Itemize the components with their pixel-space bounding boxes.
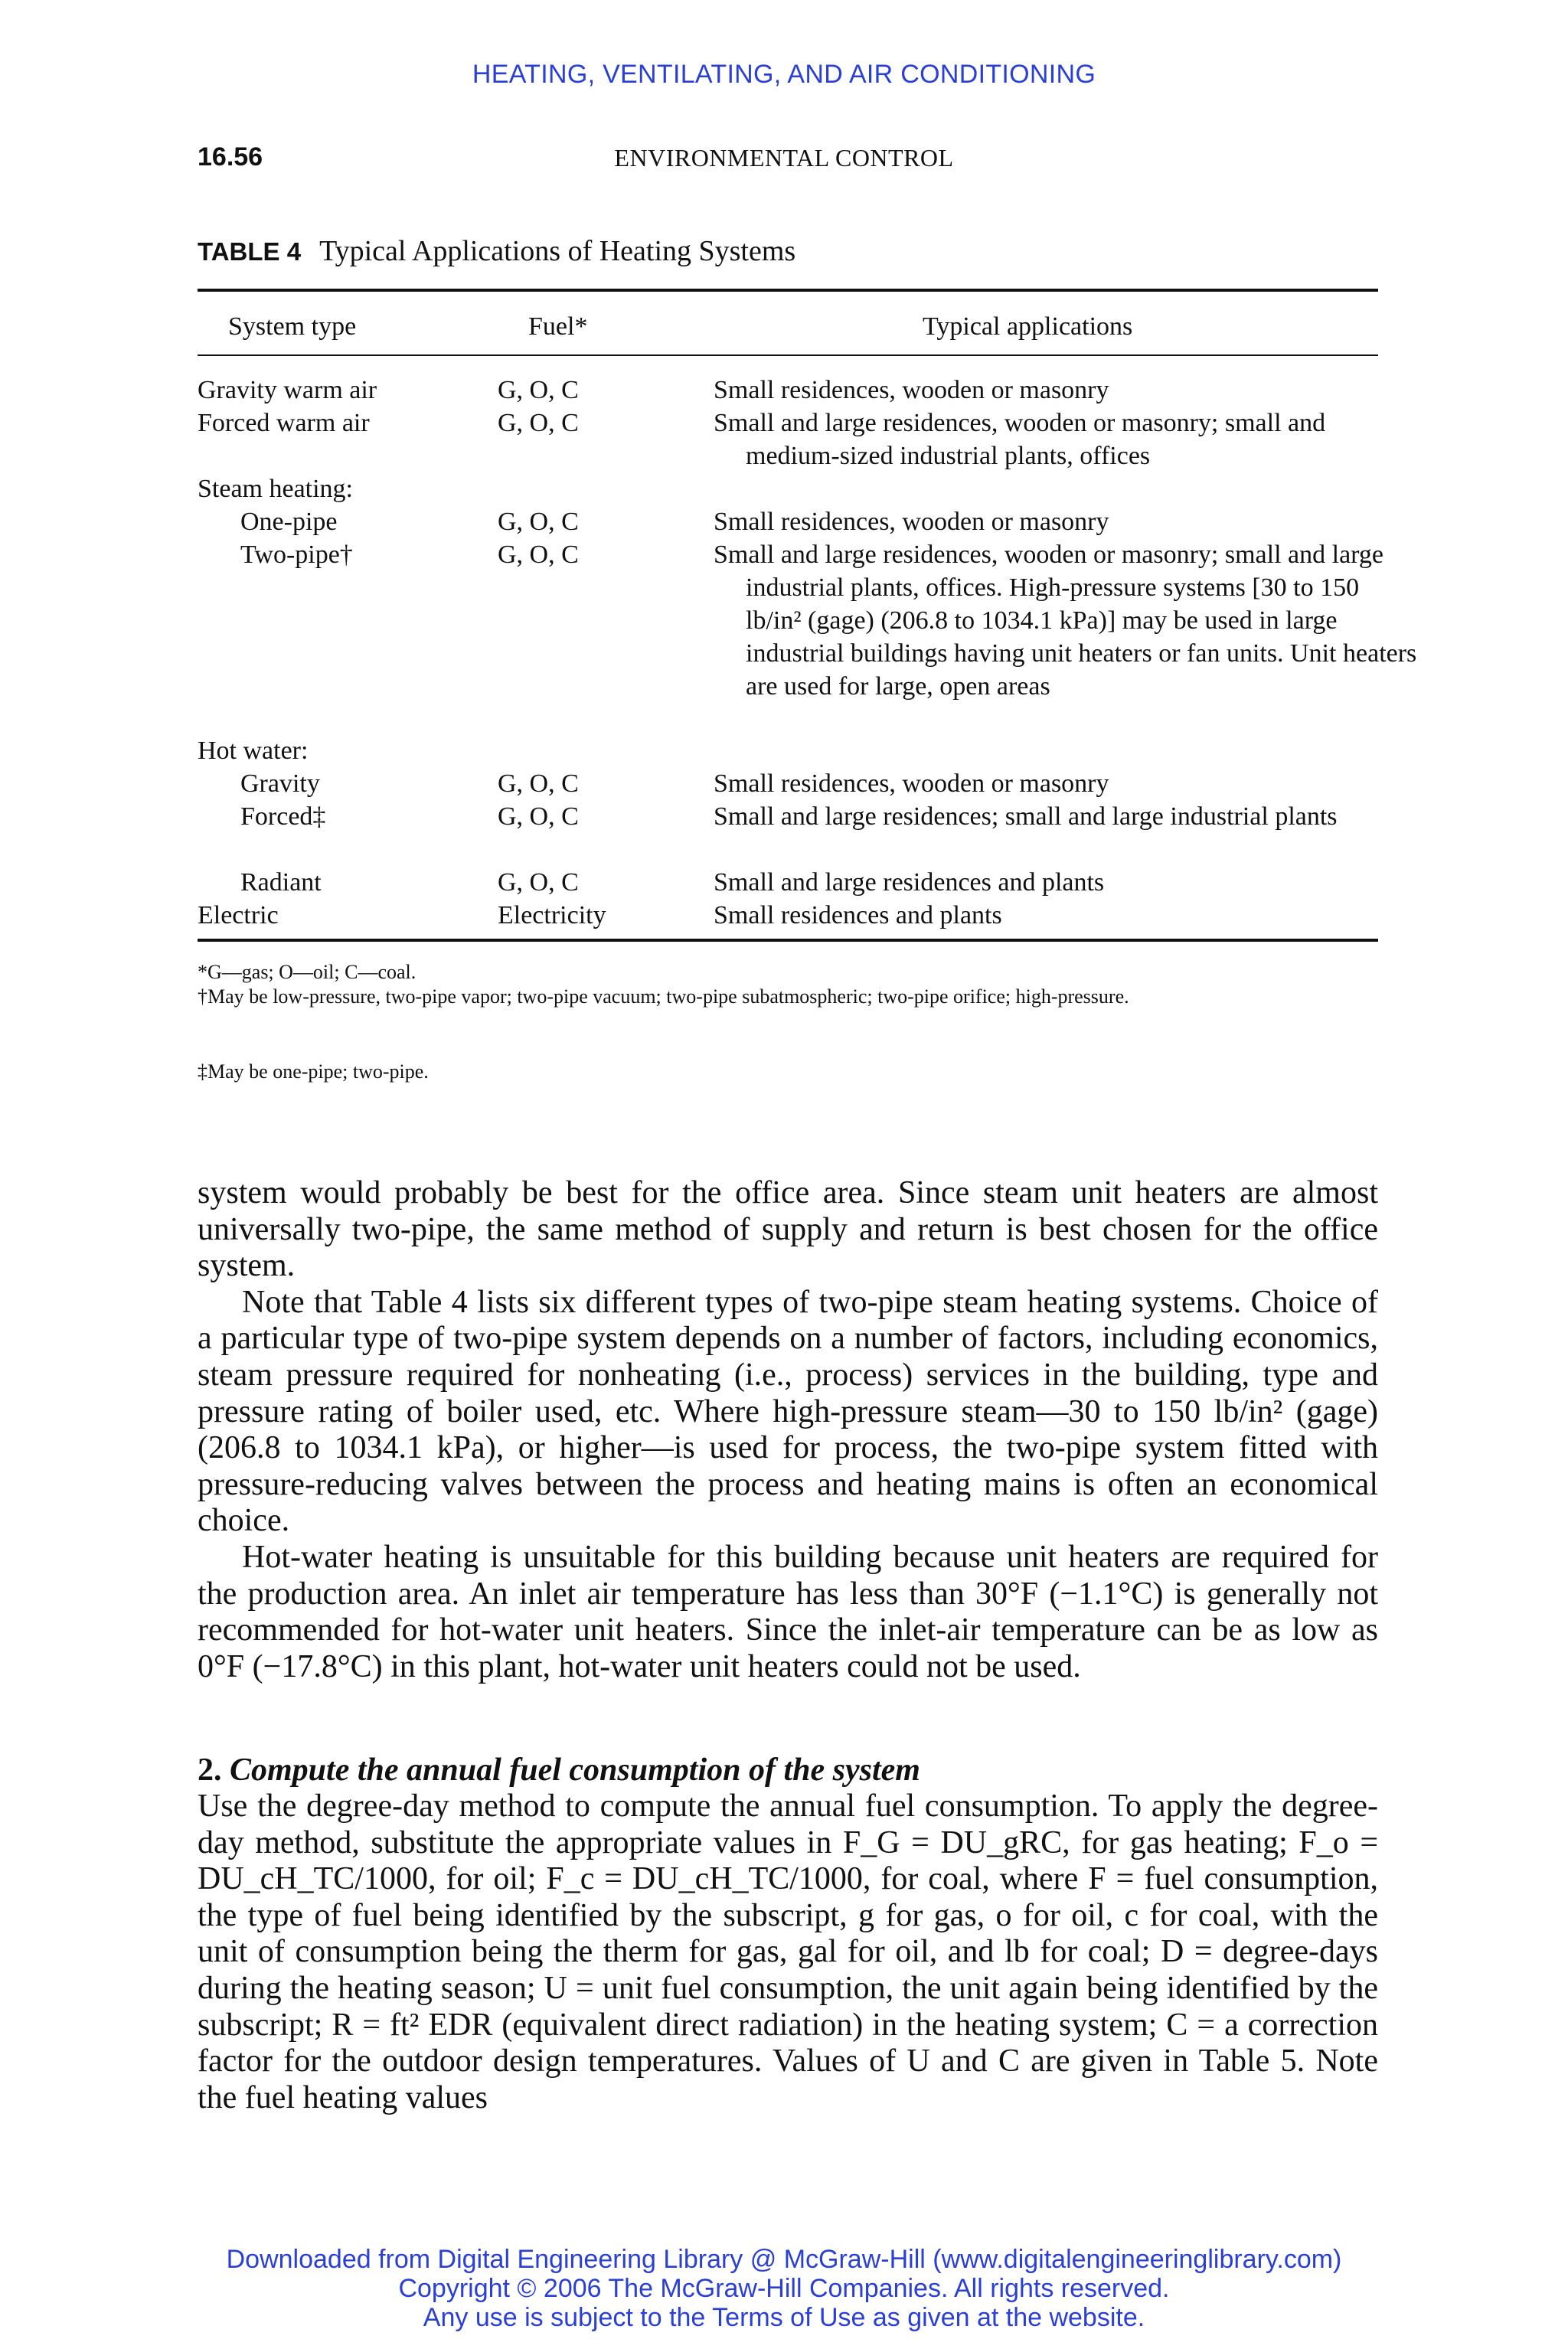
footer-terms-line[interactable]: Any use is subject to the Terms of Use as given at the website. bbox=[423, 2303, 1145, 2332]
table-footnote: ‡May be one-pipe; two-pipe. bbox=[198, 1060, 429, 1083]
step-title: Compute the annual fuel consumption of the system bbox=[230, 1753, 920, 1788]
table-caption bbox=[198, 234, 795, 268]
fuel-cell: G, O, C bbox=[498, 769, 579, 798]
step-heading bbox=[198, 1752, 920, 1788]
col-header-fuel: Fuel* bbox=[528, 312, 588, 341]
table-label: TABLE 4 bbox=[198, 237, 302, 266]
system-type-cell: Forced warm air bbox=[198, 409, 370, 437]
system-type-cell: Gravity warm air bbox=[198, 376, 377, 404]
fuel-cell: G, O, C bbox=[498, 868, 579, 897]
system-type-group-label: Steam heating: bbox=[198, 475, 354, 503]
application-cell: Small and large residences, wooden or masonry; small and medium-sized industrial plants, offices bbox=[714, 409, 1326, 470]
paragraph: Note that Table 4 lists six different types of two-pipe steam heating systems. Choice of a particular type of two-pipe system depends on a number of factors, including economics, steam pressure required for nonheating (i.e., process) services in the building, type and pressure rating of boiler used, etc. Where high-pressure steam—30 to 150 lb/in² (gage) (206.8 to 1034.1 kPa), or higher—is used for process, the two-pipe system fitted with pressure-reducing valves between the process and heating mains is often an economical choice. bbox=[198, 1284, 1378, 1539]
application-cell: Small residences, wooden or masonry bbox=[714, 508, 1109, 536]
table-footnote: †May be low-pressure, two-pipe vapor; two-pipe vacuum; two-pipe subatmospheric; two-pipe orifice; high-pressure. bbox=[198, 985, 1129, 1008]
fuel-cell: G, O, C bbox=[498, 376, 579, 404]
system-type-cell: Radiant bbox=[240, 868, 322, 897]
system-type-cell: Forced‡ bbox=[240, 802, 326, 831]
running-head: ENVIRONMENTAL CONTROL bbox=[614, 144, 954, 172]
application-cell: Small and large residences; small and large industrial plants bbox=[714, 802, 1338, 831]
system-type-group-label: Hot water: bbox=[198, 737, 309, 765]
system-type-cell: Two-pipe† bbox=[240, 541, 353, 569]
fuel-cell: Electricity bbox=[498, 901, 606, 929]
table-title: Typical Applications of Heating Systems bbox=[319, 235, 796, 267]
col-header-system-type: System type bbox=[228, 312, 357, 341]
system-type-cell: One-pipe bbox=[240, 508, 338, 536]
footer-copyright-line: Copyright © 2006 The McGraw-Hill Companies. All rights reserved. bbox=[398, 2274, 1170, 2303]
step-number: 2. bbox=[198, 1753, 222, 1788]
fuel-cell: G, O, C bbox=[498, 802, 579, 831]
body-text bbox=[198, 1175, 1378, 1685]
fuel-cell: G, O, C bbox=[498, 409, 579, 437]
page-number: 16.56 bbox=[198, 142, 263, 172]
book-banner: HEATING, VENTILATING, AND AIR CONDITIONING bbox=[472, 60, 1096, 89]
col-header-applications: Typical applications bbox=[923, 312, 1133, 341]
application-cell: Small residences, wooden or masonry bbox=[714, 376, 1109, 404]
paragraph: Hot-water heating is unsuitable for this building because unit heaters are required for the production area. An inlet air temperature has less than 30°F (−1.1°C) is generally not recommended for hot-water unit heaters. Since the inlet-air temperature can be as low as 0°F (−17.8°C) in this plant, hot-water unit heaters could not be used. bbox=[198, 1539, 1378, 1684]
system-type-cell: Gravity bbox=[240, 769, 320, 798]
body-text-step bbox=[198, 1788, 1378, 2116]
application-cell: Small residences, wooden or masonry bbox=[714, 769, 1109, 798]
paragraph: Use the degree-day method to compute the annual fuel consumption. To apply the degree-day method, substitute the appropriate values in F_G = DU_gRC, for gas heating; F_o = DU_cH_TC/1000, for oil; F_c = DU_cH_TC/1000, for coal, where F = fuel consumption, the type of fuel being identified by the subscript, g for gas, o for oil, c for coal, with the unit of consumption being the therm for gas, gal for oil, and lb for coal; D = degree-days during the heating season; U = unit fuel consumption, the unit again being identified by the subscript; R = ft² EDR (equivalent direct radiation) in the heating system; C = a correction factor for the outdoor design temperatures. Values of U and C are given in Table 5. Note the fuel heating values bbox=[198, 1788, 1378, 2115]
application-cell: Small residences and plants bbox=[714, 901, 1002, 929]
table-bottom-rule bbox=[198, 939, 1378, 942]
fuel-cell: G, O, C bbox=[498, 508, 579, 536]
table-footnote: *G—gas; O—oil; C—coal. bbox=[198, 961, 416, 983]
table-top-rule bbox=[198, 289, 1378, 292]
paragraph: system would probably be best for the office area. Since steam unit heaters are almost universally two-pipe, the same method of supply and return is best chosen for the office system. bbox=[198, 1175, 1378, 1284]
application-cell: Small and large residences, wooden or masonry; small and large industrial plants, offices. High-pressure systems [30 to 150 lb/in² (gage) (206.8 to 1034.1 kPa)] may be used in large industrial buildings having unit heaters or fan units. Unit heaters are used for large, open areas bbox=[714, 541, 1417, 701]
application-cell: Small and large residences and plants bbox=[714, 868, 1105, 897]
fuel-cell: G, O, C bbox=[498, 541, 579, 569]
table-header-rule bbox=[198, 354, 1378, 356]
system-type-cell: Electric bbox=[198, 901, 279, 929]
footer-download-line[interactable]: Downloaded from Digital Engineering Library @ McGraw-Hill (www.digitalengineeringlibrary.com) bbox=[226, 2245, 1342, 2274]
